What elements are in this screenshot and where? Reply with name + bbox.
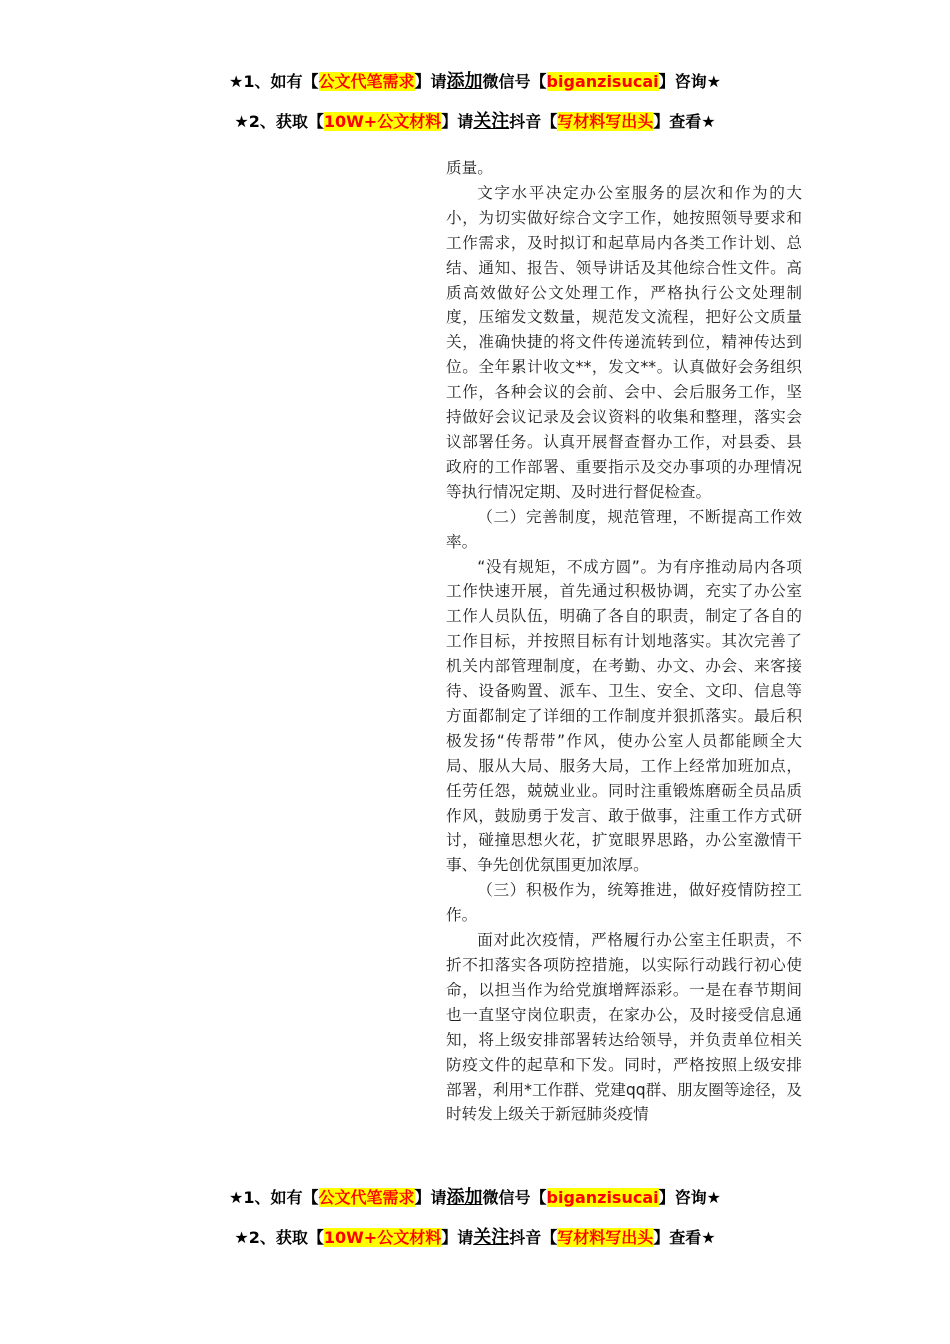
banner-underline: 添加 xyxy=(446,1187,483,1208)
banner-text: ★1、如有【 xyxy=(229,1188,319,1207)
top-banner-line-2 xyxy=(0,110,950,134)
banner-text: 】咨询★ xyxy=(658,1188,721,1207)
top-banner-line-1 xyxy=(0,70,950,94)
banner-text: 抖音【 xyxy=(509,1228,558,1247)
banner-underline: 关注 xyxy=(473,1227,510,1248)
banner-highlight: 公文代笔需求 xyxy=(318,1188,415,1207)
bottom-banner-line-2 xyxy=(0,1226,950,1250)
banner-douyin-id: 写材料写出头 xyxy=(557,112,654,131)
banner-text: 抖音【 xyxy=(509,112,558,131)
banner-wechat-id: biganzisucai xyxy=(546,72,659,91)
banner-text: 】查看★ xyxy=(653,112,716,131)
document-body xyxy=(446,156,802,1127)
banner-text: 】查看★ xyxy=(653,1228,716,1247)
banner-text: ★2、获取【 xyxy=(234,1228,324,1247)
banner-text: 微信号【 xyxy=(482,72,547,91)
banner-underline: 添加 xyxy=(446,71,483,92)
banner-text: ★1、如有【 xyxy=(229,72,319,91)
paragraph: 质量。 xyxy=(446,159,493,177)
banner-underline: 关注 xyxy=(473,111,510,132)
banner-highlight: 10W+公文材料 xyxy=(323,1228,442,1247)
paragraph: 文字水平决定办公室服务的层次和作为的大小，为切实做好综合文字工作，她按照领导要求和工作需求，及时拟订和起草局内各类工作计划、总结、通知、报告、领导讲话及其他综合性文件。高质高效做好公文处理工作，严格执行公文处理制度，压缩发文数量，规范发文流程，把好公文质量关，准确快捷的将文件传递流转到位，精神传达到位。全年累计收文**，发文**。认真做好会务组织工作，各种会议的会前、会中、会后服务工作，坚持做好会议记录及会议资料的收集和整理，落实会议部署任务。认真开展督查督办工作，对县委、县政府的工作部署、重要指示及交办事项的办理情况等执行情况定期、及时进行督促检查。 xyxy=(446,183,802,501)
section-heading: （三）积极作为，统筹推进，做好疫情防控工作。 xyxy=(446,881,802,925)
banner-highlight: 10W+公文材料 xyxy=(323,112,442,131)
section-heading: （二）完善制度，规范管理，不断提高工作效率。 xyxy=(446,507,802,551)
banner-text: 微信号【 xyxy=(482,1188,547,1207)
banner-wechat-id: biganzisucai xyxy=(546,1188,659,1207)
paragraph: 面对此次疫情，严格履行办公室主任职责，不折不扣落实各项防控措施，以实际行动践行初心使命，以担当作为给党旗增辉添彩。一是在春节期间也一直坚守岗位职责，在家办公，及时接受信息通知，将上级安排部署转达给领导，并负责单位相关防疫文件的起草和下发。同时，严格按照上级安排部署，利用*工作群、党建qq群、朋友圈等途径，及时转发上级关于新冠肺炎疫情 xyxy=(446,931,802,1124)
banner-text: ★2、获取【 xyxy=(234,112,324,131)
banner-text: 】请 xyxy=(414,1188,447,1207)
paragraph: “没有规矩，不成方圆”。为有序推动局内各项工作快速开展，首先通过积极协调，充实了办公室工作人员队伍，明确了各自的职责，制定了各自的工作目标，并按照目标有计划地落实。其次完善了机关内部管理制度，在考勤、办文、办会、来客接待、设备购置、派车、卫生、安全、文印、信息等方面都制定了详细的工作制度并狠抓落实。最后积极发扬“传帮带”作风，使办公室人员都能顾全大局、服从大局、服务大局，工作上经常加班加点，任劳任怨，兢兢业业。同时注重锻炼磨砺全员品质作风，鼓励勇于发言、敢于做事，注重工作方式研讨，碰撞思想火花，扩宽眼界思路，办公室激情干事、争先创优氛围更加浓厚。 xyxy=(446,557,802,875)
banner-text: 】请 xyxy=(441,112,474,131)
banner-text: 】咨询★ xyxy=(658,72,721,91)
banner-text: 】请 xyxy=(414,72,447,91)
banner-douyin-id: 写材料写出头 xyxy=(557,1228,654,1247)
banner-text: 】请 xyxy=(441,1228,474,1247)
banner-highlight: 公文代笔需求 xyxy=(318,72,415,91)
bottom-banner-line-1 xyxy=(0,1186,950,1210)
